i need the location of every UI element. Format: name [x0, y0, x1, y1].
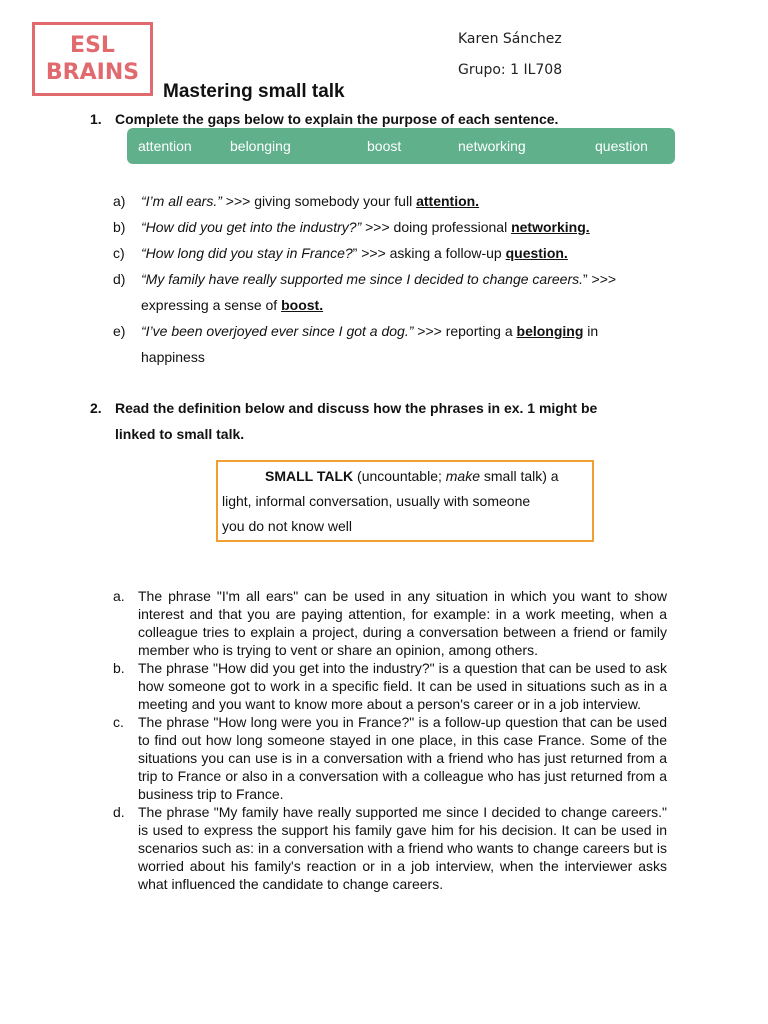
answer-text: The phrase "I'm all ears" can be used in any situation in which you want to show interest and that you are paying attention, for example: in a work meeting, when a colleague tries to explain a project, during a conversation between a friend or family member who is trying to vent or share an opinion, among others. — [138, 588, 667, 658]
answer-item — [113, 803, 667, 893]
word-bank-item: attention — [138, 138, 192, 154]
item-quote: “How long did you stay in France? — [141, 245, 353, 261]
item-quote: “I’m all ears.” — [141, 193, 222, 209]
word-bank-item: networking — [458, 138, 526, 154]
answer-label: b. — [113, 660, 125, 676]
exercise-1-instruction: Complete the gaps below to explain the purpose of each sentence. — [115, 111, 559, 127]
item-text: in — [583, 323, 599, 339]
logo-line-2: BRAINS — [45, 60, 140, 85]
page-title: Mastering small talk — [163, 81, 345, 102]
definition-text: make — [445, 468, 480, 484]
word-bank-item: belonging — [230, 138, 291, 154]
definition-text: light, informal conversation, usually with someone — [222, 493, 531, 509]
item-text: >>> reporting a — [413, 323, 517, 339]
item-quote: “How did you get into the industry?” — [141, 219, 362, 235]
answer-label: a. — [113, 588, 125, 604]
student-name: Karen Sánchez — [458, 31, 562, 47]
word-bank — [127, 128, 675, 164]
item-answer: networking. — [511, 219, 590, 235]
item-text: ” >>> asking a follow-up — [352, 245, 506, 261]
item-label: d) — [113, 271, 126, 287]
answer-text: The phrase "How long were you in France?" is a follow-up question that can be used to find out how long someone stayed in one place, in this case France. Some of the situations you can use is in a conversation with a friend who has just returned from a trip to France or also in a conversation with a colleague who has just returned from a business trip to France. — [138, 714, 667, 802]
logo-line-1: ESL — [70, 33, 115, 58]
exercise-2-heading — [90, 395, 598, 447]
item-text: expressing a sense of — [141, 297, 282, 313]
answer-text: The phrase "My family have really supported me since I decided to change careers." is used to express the support his family gave him for his decision. It can be used in scenarios such as: in a conversation with a friend who wants to change careers but is worried about his family's reaction or in a job interview, when the interviewer asks what influenced the candidate to change careers. — [138, 804, 667, 892]
definition-text: (uncountable; — [353, 468, 446, 484]
item-text: >>> giving somebody your full — [221, 193, 417, 209]
exercise-2-number: 2. — [90, 400, 102, 416]
exercise-1-number: 1. — [90, 111, 102, 127]
answer-item — [113, 713, 667, 803]
answer-label: d. — [113, 804, 125, 820]
item-label: e) — [113, 323, 126, 339]
exercise-2-instruction: Read the definition below and discuss how the phrases in ex. 1 might be — [115, 400, 598, 416]
word-bank-item: question — [595, 138, 648, 154]
definition-box — [216, 460, 594, 542]
definition-text: you do not know well — [222, 518, 352, 534]
definition-text: small talk) a — [480, 468, 559, 484]
item-text: >>> doing professional — [361, 219, 512, 235]
item-answer: boost. — [281, 297, 324, 313]
esl-brains-logo — [32, 22, 153, 96]
answer-label: c. — [113, 714, 124, 730]
item-answer: attention. — [416, 193, 480, 209]
word-bank-item: boost — [367, 138, 402, 154]
item-label: b) — [113, 219, 126, 235]
item-answer: belonging — [516, 323, 584, 339]
item-label: c) — [113, 245, 125, 261]
item-label: a) — [113, 193, 126, 209]
item-text: ” >>> — [583, 271, 617, 287]
exercise-1-items — [113, 188, 673, 378]
answer-item — [113, 587, 667, 659]
item-quote: “I’ve been overjoyed ever since I got a dog.” — [141, 323, 414, 339]
item-answer: question. — [505, 245, 568, 261]
item-quote: “My family have really supported me since I decided to change careers. — [141, 271, 583, 287]
answer-item — [113, 659, 667, 713]
answer-text: The phrase "How did you get into the industry?" is a question that can be used to ask how someone got to work in a specific field. It can be used in situations such as in a meeting and you want to know more about a person's career or in a job interview. — [138, 660, 667, 712]
item-text: happiness — [141, 349, 205, 365]
student-group: Grupo: 1 IL708 — [458, 62, 563, 78]
definition-term: SMALL TALK — [265, 468, 354, 484]
answers-list — [113, 587, 667, 893]
exercise-2-instruction: linked to small talk. — [115, 426, 245, 442]
